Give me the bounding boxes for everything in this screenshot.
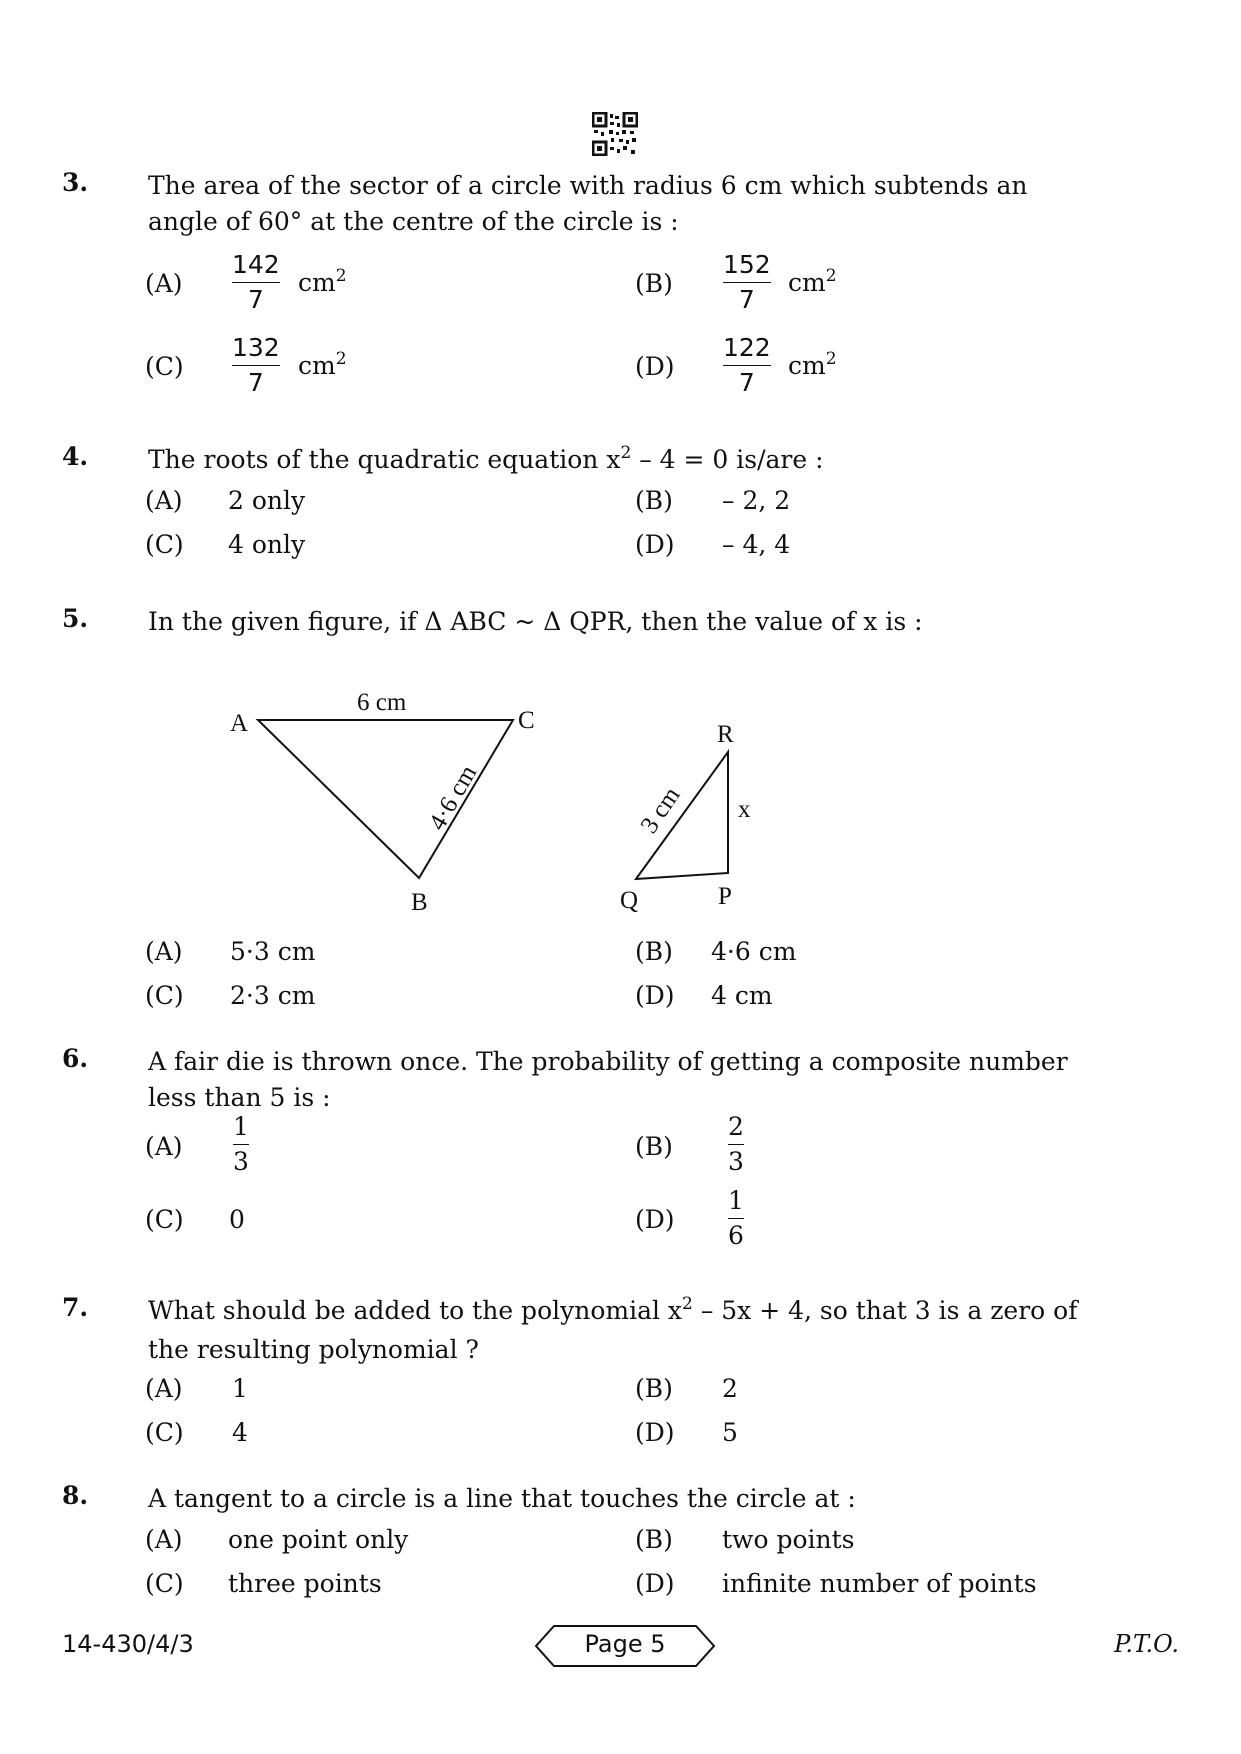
question-text-part: – 4 = 0 is/are :	[631, 445, 824, 474]
option-unit	[298, 351, 347, 380]
option-fraction	[723, 250, 771, 315]
side-label-rp: x	[738, 796, 751, 823]
option-value: 5·3 cm	[230, 937, 316, 966]
fraction-numerator: 1	[233, 1112, 249, 1141]
option-label: (B)	[635, 1525, 673, 1554]
option-value: 4·6 cm	[711, 937, 797, 966]
option-fraction	[723, 333, 771, 398]
fraction-numerator: 2	[728, 1112, 744, 1141]
option-label: (B)	[635, 937, 673, 966]
vertex-label-q: Q	[620, 887, 639, 914]
fraction-denominator: 3	[233, 1147, 249, 1176]
triangle-abc	[258, 720, 513, 878]
question-text-line: angle of 60° at the centre of the circle is :	[148, 207, 679, 236]
option-label: (D)	[635, 981, 675, 1010]
vertex-label-r: R	[717, 721, 734, 748]
question-number: 6.	[62, 1044, 89, 1073]
option-label: (D)	[635, 1205, 675, 1234]
question-exponent: 2	[620, 443, 632, 463]
question-text	[148, 1293, 1123, 1368]
fraction-bar	[232, 282, 280, 283]
unit-exponent: 2	[335, 349, 347, 369]
option-label: (C)	[145, 352, 184, 381]
question-text-part: What should be added to the polynomial x	[148, 1296, 683, 1325]
side-label-cb: 4·6 cm	[423, 760, 483, 835]
fraction-numerator: 132	[232, 333, 280, 362]
unit-text: cm	[788, 351, 826, 380]
option-value: 4	[232, 1418, 248, 1447]
option-value: three points	[228, 1569, 382, 1598]
fraction-denominator: 7	[247, 368, 264, 397]
question-text: A tangent to a circle is a line that touches the circle at :	[148, 1484, 856, 1513]
option-label: (C)	[145, 530, 184, 559]
fraction-denominator: 7	[738, 285, 755, 314]
option-label: (D)	[635, 1569, 675, 1598]
option-value: infinite number of points	[722, 1569, 1037, 1598]
option-label: (B)	[635, 1374, 673, 1403]
question-text-line: less than 5 is :	[148, 1083, 331, 1112]
vertex-label-a: A	[230, 710, 249, 737]
option-label: (A)	[145, 1525, 183, 1554]
option-value: 2	[722, 1374, 738, 1403]
option-label: (D)	[635, 1418, 675, 1447]
option-label: (A)	[145, 486, 183, 515]
question-text-line	[148, 1293, 1123, 1332]
option-label: (D)	[635, 530, 675, 559]
page-number-badge	[532, 1622, 718, 1670]
option-label: (C)	[145, 981, 184, 1010]
option-label: (B)	[635, 486, 673, 515]
option-label: (C)	[145, 1418, 184, 1447]
fraction-denominator: 7	[738, 368, 755, 397]
vertex-label-p: P	[718, 883, 732, 910]
question-text-line: A fair die is thrown once. The probability of getting a composite number	[148, 1047, 1068, 1076]
option-fraction	[232, 250, 280, 315]
option-fraction	[728, 1186, 744, 1251]
option-label: (B)	[635, 269, 673, 298]
paper-code: 14-430/4/3	[62, 1630, 194, 1658]
side-label-ac: 6 cm	[357, 689, 407, 716]
question-text-part: The roots of the quadratic equation x	[148, 445, 621, 474]
option-value: 2 only	[228, 486, 306, 515]
question-text	[148, 1044, 1123, 1116]
question-text	[148, 168, 1123, 240]
option-fraction	[728, 1112, 744, 1177]
question-number: 8.	[62, 1481, 89, 1510]
option-value: – 2, 2	[722, 486, 791, 515]
fraction-bar	[723, 282, 771, 283]
option-value: – 4, 4	[722, 530, 791, 559]
side-label-qr: 3 cm	[635, 782, 686, 839]
vertex-label-c: C	[518, 707, 535, 734]
option-label: (B)	[635, 1132, 673, 1161]
option-label: (D)	[635, 352, 675, 381]
question-number: 4.	[62, 442, 89, 471]
question-number: 3.	[62, 168, 89, 197]
option-value: 4 cm	[711, 981, 773, 1010]
unit-text: cm	[298, 351, 336, 380]
question-text-part: – 5x + 4, so that 3 is a zero of	[692, 1296, 1078, 1325]
option-fraction	[233, 1112, 249, 1177]
question-text-line: The area of the sector of a circle with radius 6 cm which subtends an	[148, 171, 1028, 200]
question-text: In the given figure, if Δ ABC ~ Δ QPR, then the value of x is :	[148, 607, 923, 636]
pto-label: P.T.O.	[1114, 1630, 1179, 1658]
option-value: 4 only	[228, 530, 306, 559]
option-value: 2·3 cm	[230, 981, 316, 1010]
unit-text: cm	[298, 268, 336, 297]
fraction-denominator: 3	[728, 1147, 744, 1176]
option-value: 1	[232, 1374, 248, 1403]
option-value: two points	[722, 1525, 855, 1554]
option-label: (C)	[145, 1205, 184, 1234]
fraction-numerator: 122	[723, 333, 771, 362]
unit-exponent: 2	[825, 266, 837, 286]
fraction-numerator: 142	[232, 250, 280, 279]
fraction-denominator: 6	[728, 1221, 744, 1250]
fraction-bar	[728, 1144, 744, 1145]
option-label: (A)	[145, 937, 183, 966]
question-number: 5.	[62, 604, 89, 633]
fraction-bar	[232, 365, 280, 366]
option-value: one point only	[228, 1525, 409, 1554]
option-label: (C)	[145, 1569, 184, 1598]
fraction-bar	[728, 1218, 744, 1219]
unit-text: cm	[788, 268, 826, 297]
option-value: 0	[229, 1205, 245, 1234]
fraction-denominator: 7	[247, 285, 264, 314]
qr-code-icon	[592, 112, 638, 156]
option-unit	[788, 268, 837, 297]
question-number: 7.	[62, 1293, 89, 1322]
question-text-line: the resulting polynomial ?	[148, 1335, 479, 1364]
page-number: Page 5	[584, 1630, 666, 1658]
option-label: (A)	[145, 1132, 183, 1161]
fraction-bar	[723, 365, 771, 366]
option-unit	[298, 268, 347, 297]
option-fraction	[232, 333, 280, 398]
fraction-numerator: 1	[728, 1186, 744, 1215]
option-unit	[788, 351, 837, 380]
option-label: (A)	[145, 269, 183, 298]
triangles-figure	[200, 680, 820, 940]
question-text	[148, 442, 1123, 481]
unit-exponent: 2	[335, 266, 347, 286]
fraction-numerator: 152	[723, 250, 771, 279]
question-exponent: 2	[682, 1294, 693, 1314]
option-value: 5	[722, 1418, 738, 1447]
option-label: (A)	[145, 1374, 183, 1403]
vertex-label-b: B	[411, 889, 428, 916]
unit-exponent: 2	[825, 349, 837, 369]
fraction-bar	[233, 1144, 249, 1145]
